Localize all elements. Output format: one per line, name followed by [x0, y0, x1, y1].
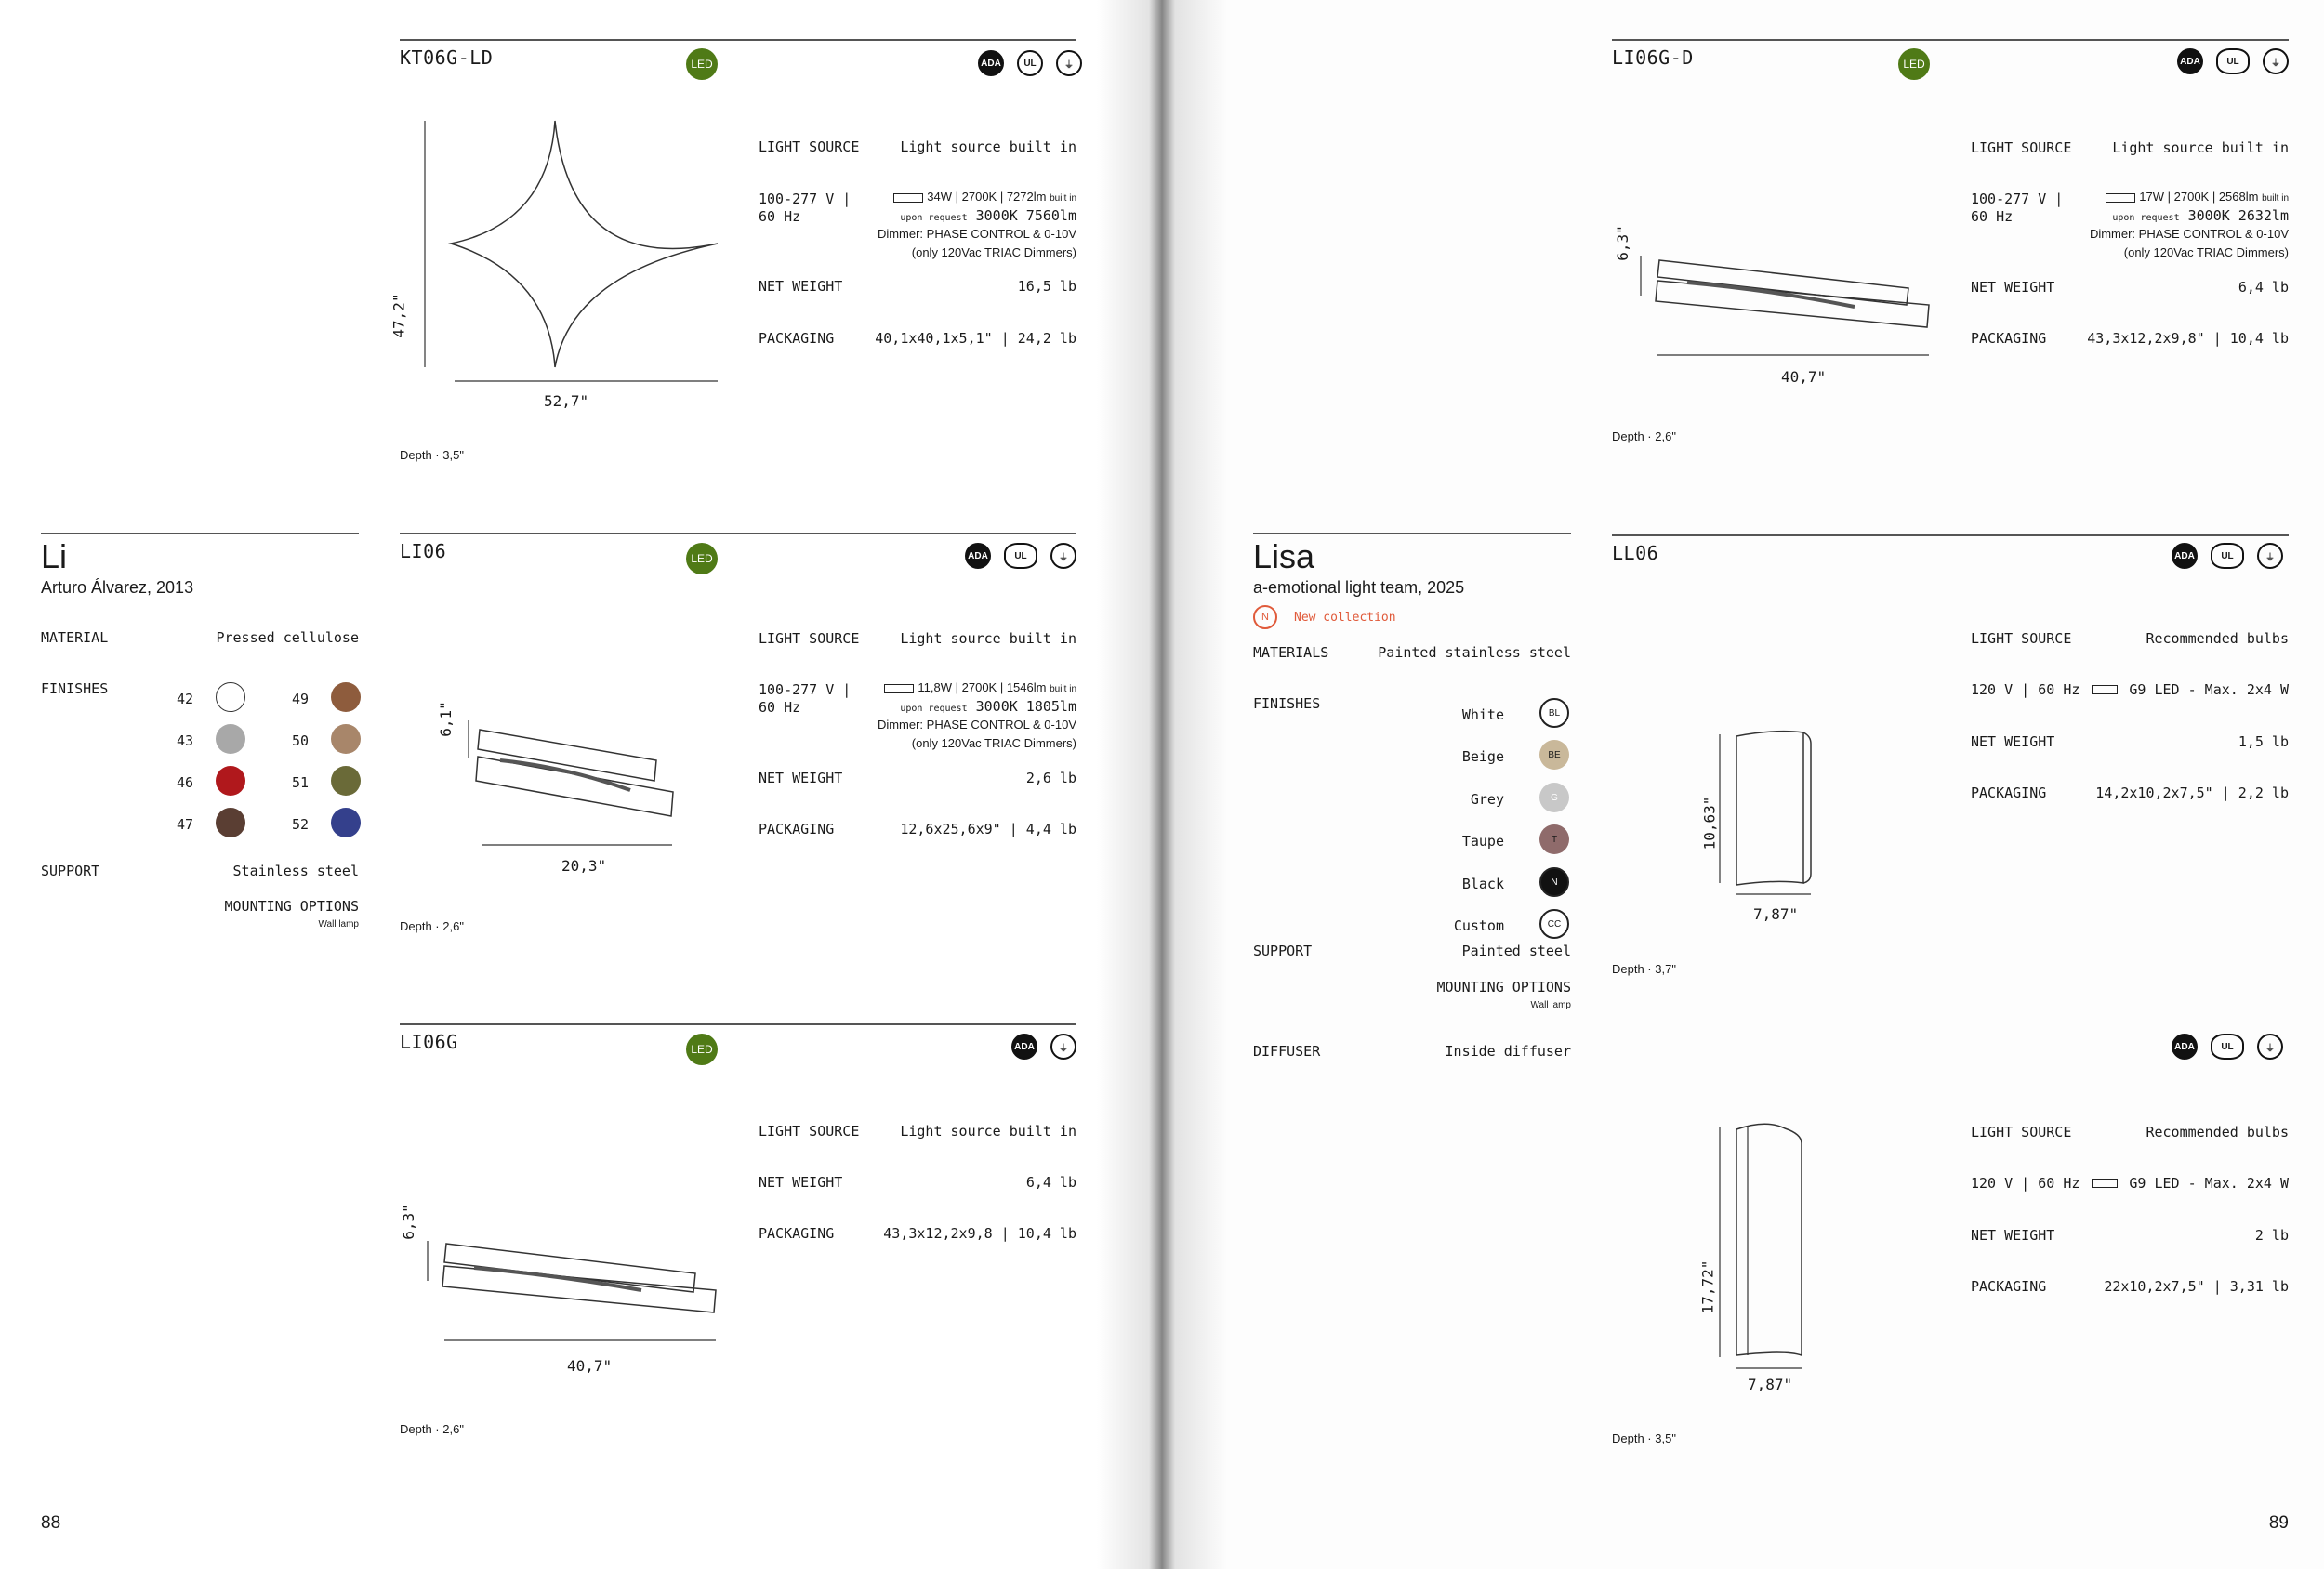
diffuser-label: DIFFUSER	[1253, 1043, 1321, 1060]
light-source-label: LIGHT SOURCE	[1971, 139, 2072, 156]
divider	[41, 533, 359, 534]
voltage: 120 V | 60 Hz	[1971, 1175, 2080, 1192]
li06-drawing	[463, 716, 686, 855]
finish-code: 47	[177, 816, 194, 833]
finish-name: Beige	[1461, 748, 1504, 765]
finish-swatch	[216, 808, 245, 837]
packaging-label: PACKAGING	[1971, 784, 2047, 801]
product-code: KT06G-LD	[400, 46, 494, 69]
dim-height: 10,63"	[1700, 796, 1719, 850]
light-source-value: Light source built in	[900, 138, 1076, 155]
certifications	[2177, 48, 2289, 74]
dim-width: 7,87"	[1748, 1376, 1793, 1393]
ada-icon: ADA	[2172, 543, 2198, 569]
product-code: LI06G	[400, 1031, 458, 1053]
family-author: a-emotional light team, 2025	[1253, 578, 1465, 597]
depth: Depth · 2,6"	[1612, 429, 1676, 443]
product-code: LL06	[1612, 542, 1659, 564]
bulb-icon	[2092, 685, 2118, 694]
page-number: 89	[2268, 1513, 2289, 1533]
packaging-value: 40,1x40,1x5,1" | 24,2 lb	[875, 330, 1076, 347]
finish-swatch: CC	[1539, 909, 1569, 939]
light-source-label: LIGHT SOURCE	[1971, 630, 2072, 647]
net-weight-label: NET WEIGHT	[1971, 1227, 2055, 1244]
led-badge: LED	[1898, 48, 1930, 80]
finish-name: Custom	[1453, 917, 1504, 934]
packaging-label: PACKAGING	[1971, 330, 2047, 347]
led-badge: LED	[686, 543, 718, 574]
packaging-value: 43,3x12,2x9,8 | 10,4 lb	[883, 1225, 1076, 1242]
frequency: 60 Hz	[1971, 208, 2014, 225]
depth: Depth · 3,5"	[400, 448, 464, 462]
divider	[1612, 39, 2289, 41]
ground-icon: ⏚	[2257, 1034, 2283, 1060]
finish-swatch: BL	[1539, 698, 1569, 728]
net-weight-value: 1,5 lb	[2238, 733, 2289, 750]
certifications	[2172, 1034, 2283, 1060]
ul-icon: UL	[1017, 50, 1043, 76]
finish-swatch	[331, 724, 361, 754]
finish-swatch	[331, 766, 361, 796]
divider	[400, 39, 1076, 41]
ll06-drawing	[1710, 725, 1822, 902]
dimmer-note: (only 120Vac TRIAC Dimmers)	[2123, 245, 2289, 259]
bulb-value: G9 LED - Max. 2x4 W	[2129, 681, 2289, 698]
net-weight-label: NET WEIGHT	[1971, 279, 2055, 296]
finish-name: Grey	[1470, 791, 1504, 808]
spec-main: 34W | 2700K | 7272lm built in	[893, 190, 1076, 204]
packaging-value: 43,3x12,2x9,8" | 10,4 lb	[2087, 330, 2289, 347]
net-weight-value: 16,5 lb	[1017, 278, 1076, 295]
ada-icon: ADA	[1011, 1034, 1037, 1060]
ground-icon: ⏚	[1050, 543, 1076, 569]
packaging-value: 14,2x10,2x7,5" | 2,2 lb	[2095, 784, 2289, 801]
ul-icon: UL	[2211, 1034, 2244, 1060]
packaging-value: 12,6x25,6x9" | 4,4 lb	[900, 821, 1076, 837]
finish-swatch: N	[1539, 867, 1569, 897]
support-label: SUPPORT	[1253, 943, 1313, 959]
divider	[1253, 533, 1571, 534]
net-weight-label: NET WEIGHT	[1971, 733, 2055, 750]
spec-main: 17W | 2700K | 2568lm built in	[2106, 190, 2289, 204]
dim-width: 40,7"	[567, 1357, 613, 1375]
led-strip-icon	[884, 684, 914, 693]
dim-height: 6,3"	[399, 1204, 417, 1240]
net-weight-label: NET WEIGHT	[759, 770, 843, 786]
dim-height: 47,2"	[390, 293, 408, 338]
product-code: LI06	[400, 540, 447, 562]
packaging-label: PACKAGING	[759, 330, 835, 347]
finish-swatch	[216, 682, 245, 712]
new-icon: N	[1253, 605, 1277, 629]
finish-code: 51	[292, 774, 310, 791]
family-title: Li	[41, 537, 68, 575]
led-strip-icon	[2106, 193, 2135, 203]
ada-icon: ADA	[2177, 48, 2203, 74]
li06g-d-drawing	[1631, 251, 1938, 372]
finish-swatch	[331, 808, 361, 837]
ul-icon: UL	[1004, 543, 1037, 569]
finish-name: White	[1461, 706, 1504, 723]
voltage: 100-277 V |	[759, 681, 852, 698]
light-source-label: LIGHT SOURCE	[759, 138, 860, 155]
depth: Depth · 3,5"	[1612, 1431, 1676, 1445]
light-source-label: LIGHT SOURCE	[1971, 1124, 2072, 1140]
materials-value: Painted stainless steel	[1378, 644, 1571, 661]
voltage: 100-277 V |	[759, 191, 852, 207]
net-weight-value: 6,4 lb	[2238, 279, 2289, 296]
finish-code: 52	[292, 816, 310, 833]
finish-code: 43	[177, 732, 194, 749]
net-weight-label: NET WEIGHT	[759, 278, 843, 295]
net-weight-value: 2,6 lb	[1025, 770, 1076, 786]
finish-swatch	[216, 766, 245, 796]
depth: Depth · 2,6"	[400, 919, 464, 933]
finish-name: Taupe	[1461, 833, 1504, 850]
right-page	[1162, 0, 2324, 1569]
certifications	[1011, 1034, 1076, 1060]
new-collection-label: New collection	[1294, 611, 1396, 625]
dimmer: Dimmer: PHASE CONTROL & 0-10V	[2089, 227, 2289, 241]
certifications	[965, 543, 1076, 569]
ground-icon: ⏚	[1056, 50, 1082, 76]
light-source-label: LIGHT SOURCE	[759, 1123, 860, 1140]
ground-icon: ⏚	[2263, 48, 2289, 74]
ada-icon: ADA	[978, 50, 1004, 76]
light-source-value: Light source built in	[2112, 139, 2289, 156]
finish-name: Black	[1461, 876, 1504, 892]
light-source-value: Light source built in	[900, 1123, 1076, 1140]
net-weight-label: NET WEIGHT	[759, 1174, 843, 1191]
support-value: Painted steel	[1461, 943, 1571, 959]
material-label: MATERIAL	[41, 629, 109, 646]
frequency: 60 Hz	[759, 208, 801, 225]
support-label: SUPPORT	[41, 863, 100, 879]
certifications	[2172, 543, 2283, 569]
dim-width: 40,7"	[1781, 368, 1827, 386]
light-source-value: Recommended bulbs	[2146, 630, 2289, 647]
dim-width: 20,3"	[561, 857, 607, 875]
net-weight-value: 6,4 lb	[1025, 1174, 1076, 1191]
ada-icon: ADA	[965, 543, 991, 569]
voltage: 100-277 V |	[1971, 191, 2064, 207]
net-weight-value: 2 lb	[2254, 1227, 2289, 1244]
ul-icon: UL	[2216, 48, 2250, 74]
led-strip-icon	[893, 193, 923, 203]
ground-icon: ⏚	[2257, 543, 2283, 569]
finish-code: 42	[177, 691, 194, 707]
finish-swatch: T	[1539, 824, 1569, 854]
material-value: Pressed cellulose	[216, 629, 359, 646]
bulb-value: G9 LED - Max. 2x4 W	[2129, 1175, 2289, 1192]
finish-swatch	[331, 682, 361, 712]
bulb-icon	[2092, 1179, 2118, 1188]
ada-icon: ADA	[2172, 1034, 2198, 1060]
diffuser-value: Inside diffuser	[1445, 1043, 1571, 1060]
dim-height: 6,3"	[1613, 225, 1631, 261]
spec-request: upon request 3000K 1805lm	[900, 698, 1076, 715]
family-title: Lisa	[1253, 537, 1315, 575]
finish-swatch	[216, 724, 245, 754]
dim-height: 17,72"	[1698, 1259, 1717, 1314]
li06g-drawing	[418, 1227, 734, 1348]
page-number: 88	[41, 1513, 61, 1533]
dimmer: Dimmer: PHASE CONTROL & 0-10V	[877, 718, 1076, 732]
voltage: 120 V | 60 Hz	[1971, 681, 2080, 698]
dim-width: 52,7"	[544, 392, 589, 410]
kt06g-drawing	[409, 112, 744, 409]
light-source-label: LIGHT SOURCE	[759, 630, 860, 647]
packaging-value: 22x10,2x7,5" | 3,31 lb	[2104, 1278, 2289, 1295]
certifications	[978, 50, 1082, 76]
ul-icon: UL	[2211, 543, 2244, 569]
dimmer-note: (only 120Vac TRIAC Dimmers)	[911, 245, 1076, 259]
book-gutter	[1097, 0, 1227, 1569]
mounting-value: Wall lamp	[318, 919, 359, 930]
light-source-value: Light source built in	[900, 630, 1076, 647]
led-badge: LED	[686, 1034, 718, 1065]
support-value: Stainless steel	[232, 863, 359, 879]
mounting-value: Wall lamp	[1530, 1000, 1571, 1010]
finish-code: 49	[292, 691, 310, 707]
mounting-label: MOUNTING OPTIONS	[224, 898, 359, 915]
dim-height: 6,1"	[436, 701, 455, 737]
finishes-label: FINISHES	[41, 680, 109, 697]
ll06-large-drawing	[1710, 1115, 1822, 1394]
spec-main: 11,8W | 2700K | 1546lm built in	[884, 680, 1076, 694]
light-source-value: Recommended bulbs	[2146, 1124, 2289, 1140]
mounting-label: MOUNTING OPTIONS	[1436, 979, 1571, 995]
divider	[1612, 534, 2289, 536]
materials-label: MATERIALS	[1253, 644, 1329, 661]
finish-swatch: BE	[1539, 740, 1569, 770]
finishes-label: FINISHES	[1253, 695, 1321, 712]
packaging-label: PACKAGING	[759, 821, 835, 837]
divider	[400, 1023, 1076, 1025]
packaging-label: PACKAGING	[759, 1225, 835, 1242]
dim-width: 7,87"	[1753, 905, 1799, 923]
depth: Depth · 2,6"	[400, 1422, 464, 1436]
ground-icon: ⏚	[1050, 1034, 1076, 1060]
family-author: Arturo Álvarez, 2013	[41, 578, 194, 597]
finish-code: 50	[292, 732, 310, 749]
finish-swatch: G	[1539, 783, 1569, 812]
led-badge: LED	[686, 48, 718, 80]
divider	[400, 533, 1076, 534]
frequency: 60 Hz	[759, 699, 801, 716]
finish-code: 46	[177, 774, 194, 791]
dimmer-note: (only 120Vac TRIAC Dimmers)	[911, 736, 1076, 750]
depth: Depth · 3,7"	[1612, 962, 1676, 976]
dimmer: Dimmer: PHASE CONTROL & 0-10V	[877, 227, 1076, 241]
packaging-label: PACKAGING	[1971, 1278, 2047, 1295]
product-code: LI06G-D	[1612, 46, 1694, 69]
spec-request: upon request 3000K 7560lm	[900, 207, 1076, 224]
spec-request: upon request 3000K 2632lm	[2112, 207, 2289, 224]
